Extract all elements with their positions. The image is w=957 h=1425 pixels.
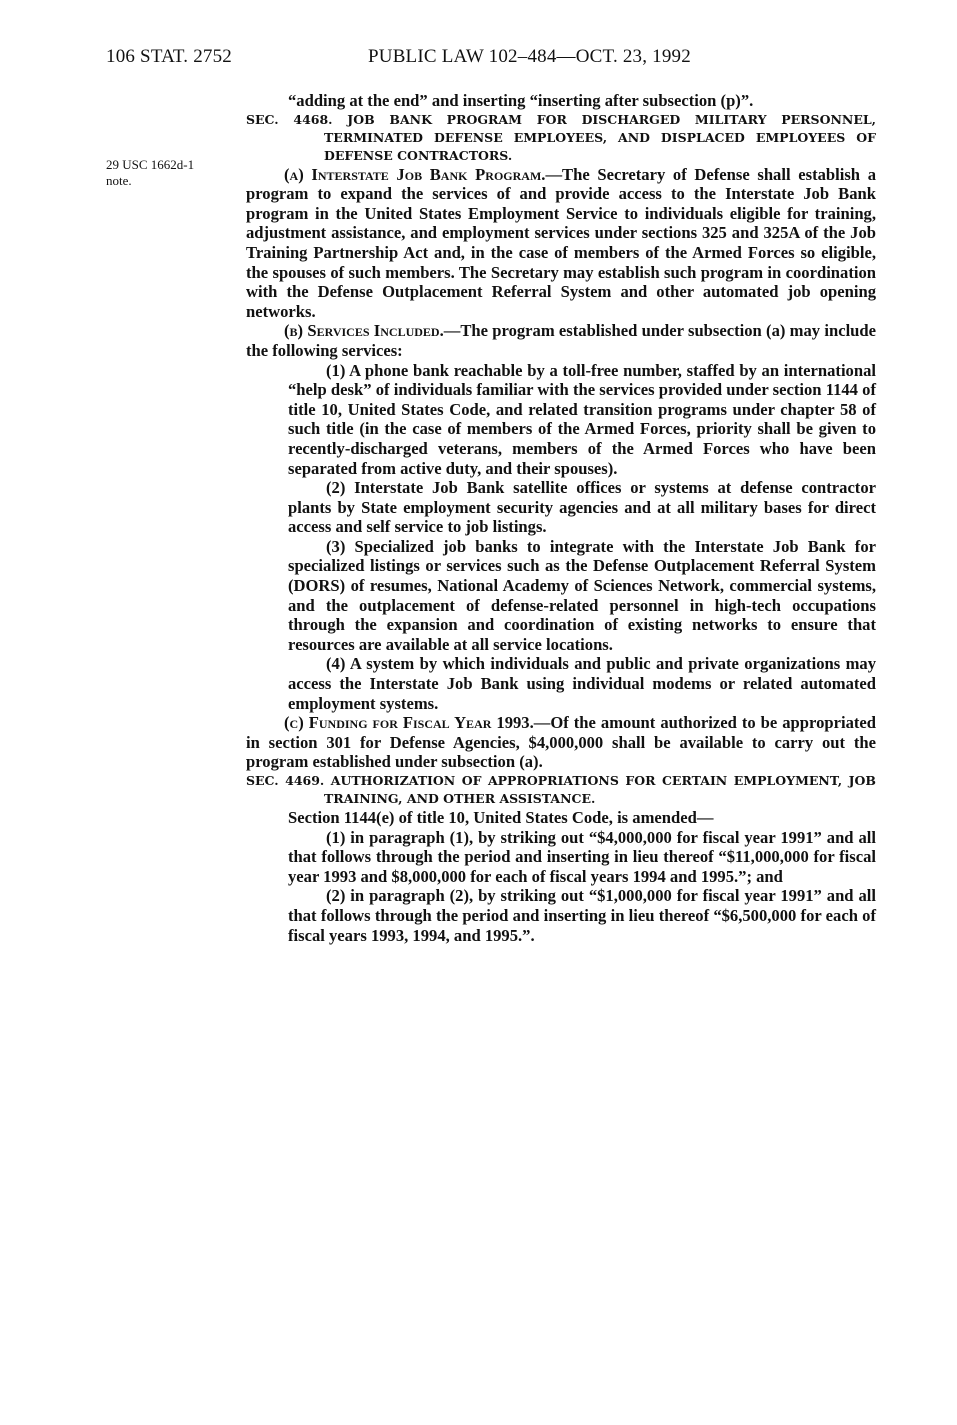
stat-citation: 106 STAT. 2752 xyxy=(106,46,233,67)
section-number: SEC. 4468. xyxy=(246,111,333,127)
margin-note-citation: 29 USC 1662d-1 xyxy=(106,157,195,172)
service-item: (4) A system by which individuals and public and private organizations may access the Interstate Job Bank using individual modems or related automated employment systems. xyxy=(288,654,876,713)
subsection-c-text: —Of the amount authorized to be appropriated in section 301 for Defense Agencies, $4,000,000 shall be available to carry out the program established under subsection (a). xyxy=(246,713,876,772)
subsection-c-heading: (c) Funding for Fiscal Year 1993. xyxy=(284,713,534,733)
continuation-text: “adding at the end” and inserting “inserting after subsection (p)”. xyxy=(288,91,754,110)
section-4468-heading xyxy=(246,111,876,165)
amendment-item: (2) in paragraph (2), by striking out “$1,000,000 for fiscal year 1991” and all that follows through the period and inserting in lieu thereof “$6,500,000 for each of fiscal years 1993, 1994, and 1995.”. xyxy=(288,886,876,945)
service-item: (1) A phone bank reachable by a toll-free number, staffed by an international “help desk” of individuals familiar with the services provided under section 1144 of title 10, United States Code, and related transition programs under chapter 58 of such title (in the case of members of the Armed Forces, priority shall be given to recently-discharged veterans, members of the Armed Forces who have been separated from active duty, and their spouses). xyxy=(288,360,876,478)
section-4469-heading xyxy=(246,772,876,808)
subsection-b-heading: (b) Services Included. xyxy=(284,321,444,341)
section-title: AUTHORIZATION OF APPROPRIATIONS FOR CERTAIN EMPLOYMENT, JOB TRAINING, AND OTHER ASSISTANCE. xyxy=(324,773,876,806)
running-header xyxy=(106,46,866,76)
section-number: SEC. 4469. xyxy=(246,773,325,788)
subsection-b-text: —The program established under subsection (a) may include the following services: xyxy=(246,321,877,360)
margin-note-suffix: note. xyxy=(106,173,132,188)
section-4469-intro: Section 1144(e) of title 10, United States Code, is amended— xyxy=(288,808,714,827)
subsection-b xyxy=(246,321,876,360)
statute-body xyxy=(246,91,876,945)
subsection-a xyxy=(246,165,876,322)
amendment-item: (1) in paragraph (1), by striking out “$4,000,000 for fiscal year 1991” and all that follows through the period and inserting in lieu thereof “$11,000,000 for fiscal year 1993 and $8,000,000 for each of fiscal years 1994 and 1995.”; and xyxy=(288,827,876,886)
margin-note xyxy=(106,157,246,189)
subsection-a-text: —The Secretary of Defense shall establish a program to expand the services of and provide access to the Interstate Job Bank program in the United States Employment Service to individuals eligible for training, adjustment assistance, and employment services under sections 325 and 325A of the Job Training Partnership Act and, in the case of members of the Armed Forces so eligible, the spouses of such members. The Secretary may establish such program in coordination with the Defense Outplacement Referral System and other automated job opening networks. xyxy=(246,164,877,321)
subsection-c xyxy=(246,713,876,772)
service-item: (3) Specialized job banks to integrate with the Interstate Job Bank for specialized listings or services such as the Defense Outplacement Referral System (DORS) of resumes, National Academy of Sciences Network, commercial systems, and the outplacement of defense-related personnel in high-tech occupations through the expansion and coordination of existing networks to ensure that resources are available at all service locations. xyxy=(288,536,876,654)
service-item: (2) Interstate Job Bank satellite offices or systems at defense contractor plants by State employment security agencies and at all military bases for direct access and self service to job listings. xyxy=(288,478,876,537)
public-law-citation: PUBLIC LAW 102–484—OCT. 23, 1992 xyxy=(368,46,691,67)
subsection-a-heading: (a) Interstate Job Bank Program. xyxy=(284,164,546,184)
section-title: JOB BANK PROGRAM FOR DISCHARGED MILITARY PERSONNEL, TERMINATED DEFENSE EMPLOYEES, AND DISPLACED EMPLOYEES OF DEFENSE CONTRACTORS. xyxy=(324,111,876,163)
